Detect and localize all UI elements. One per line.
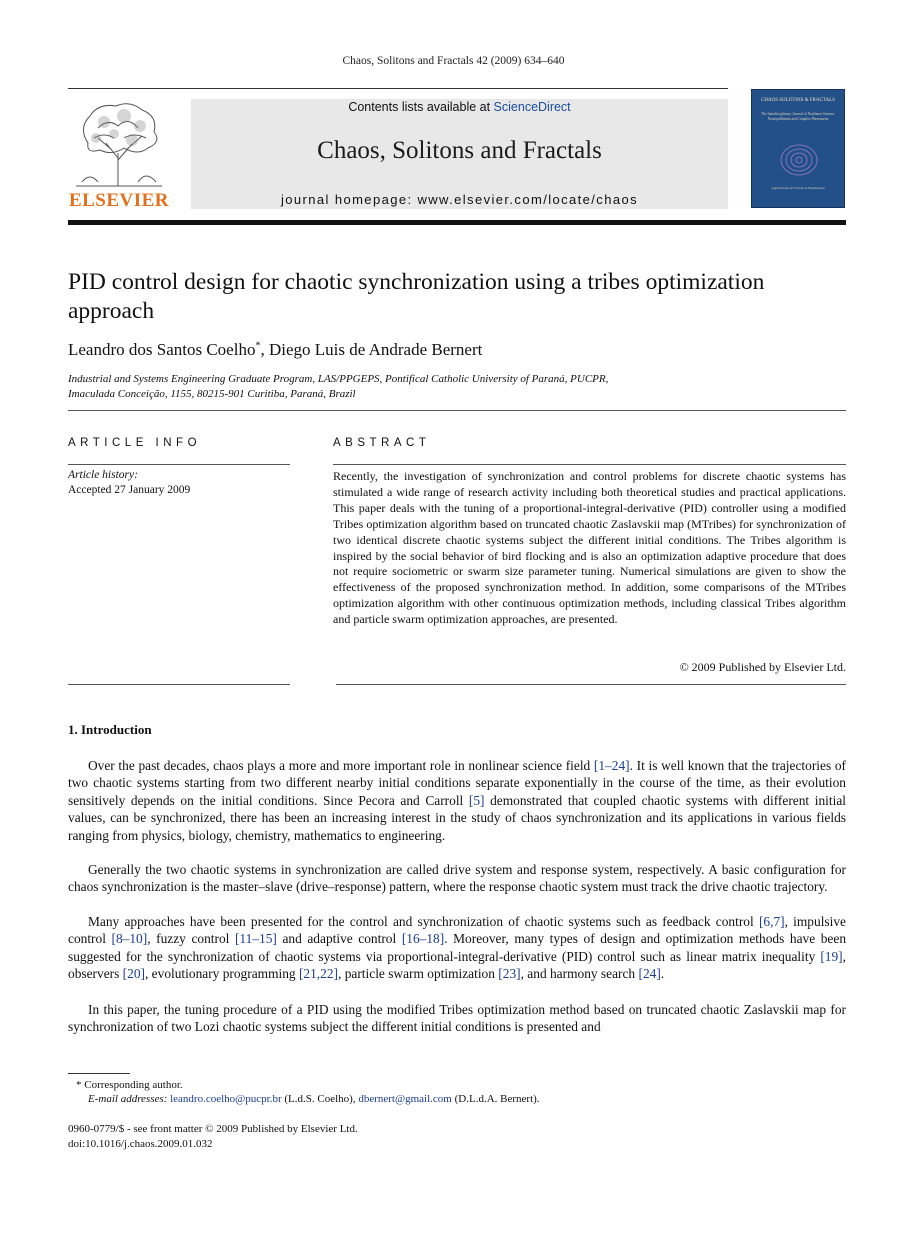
cover-subtitle: The Interdisciplinary Journal of Nonlinear Science, Nonequilibrium and Complex Phenomena xyxy=(761,112,835,121)
cover-title: CHAOS SOLITONS & FRACTALS xyxy=(761,98,835,103)
affiliation-line-1: Industrial and Systems Engineering Graduate Program, LAS/PPGEPS, Pontifical Catholic University of Paraná, PUCPR, xyxy=(68,373,609,385)
intro-paragraph-2: Generally the two chaotic systems in synchronization are called drive system and response system, respectively. A basic configuration for chaos synchronization is the master–slave (drive–response) pattern, where the response chaotic system must track the drive chaotic trajectory. xyxy=(68,862,846,895)
article-info-rule xyxy=(68,464,290,465)
contents-prefix: Contents lists available at xyxy=(348,100,494,114)
p3-text-d: and adaptive control xyxy=(276,931,402,947)
running-head: Chaos, Solitons and Fractals 42 (2009) 634–640 xyxy=(342,55,565,67)
doi-line[interactable]: doi:10.1016/j.chaos.2009.01.032 xyxy=(68,1138,213,1150)
ref-21-22[interactable]: [21,22] xyxy=(298,966,339,982)
journal-cover-image xyxy=(751,89,845,208)
affiliation-line-2: Imaculada Conceição, 1155, 80215-901 Curitiba, Paraná, Brazil xyxy=(68,387,356,400)
accepted-date: Accepted 27 January 2009 xyxy=(68,484,191,496)
corresponding-mark[interactable]: * xyxy=(255,340,261,352)
p3-text-a: Many approaches have been presented for the control and synchronization of chaotic systems such as feedback control xyxy=(88,914,759,929)
email-label: E-mail addresses: xyxy=(88,1093,168,1105)
ref-5[interactable]: [5] xyxy=(468,792,485,808)
article-title: PID control design for chaotic synchronization using a tribes optimization approach xyxy=(68,269,765,324)
corresponding-text: Corresponding author. xyxy=(84,1079,183,1091)
abstract-heading: ABSTRACT xyxy=(333,437,431,449)
journal-homepage[interactable]: journal homepage: www.elsevier.com/locate/chaos xyxy=(280,192,638,207)
p3-text-j: . xyxy=(660,966,665,982)
intro-paragraph-4: In this paper, the tuning procedure of a PID using the modified Tribes optimization method based on truncated chaotic Zaslavskii map for synchronization of two Lozi chaotic systems subject the different initial conditions is presented and xyxy=(68,1002,846,1035)
email-link-1[interactable]: leandro.coelho@pucpr.br xyxy=(170,1093,282,1105)
issn-line: 0960-0779/$ - see front matter © 2009 Published by Elsevier Ltd. xyxy=(68,1123,358,1135)
ref-24[interactable]: [24] xyxy=(638,966,661,982)
sciencedirect-link[interactable]: ScienceDirect xyxy=(493,100,571,114)
ref-8-10[interactable]: [8–10] xyxy=(111,931,148,947)
cover-fractal-icon xyxy=(774,140,824,180)
ref-11-15[interactable]: [11–15] xyxy=(234,931,277,947)
contents-line xyxy=(191,100,728,114)
abstract-rule xyxy=(333,464,846,465)
ref-16-18[interactable]: [16–18] xyxy=(401,931,445,947)
p3-text-h: , particle swarm optimization xyxy=(338,966,499,982)
corresponding-footnote xyxy=(76,1078,183,1093)
abstract-text: Recently, the investigation of synchronization and control problems for discrete chaotic systems has stimulated a wide range of research activity including both theoretical studies and practical applications. This paper deals with the tuning of a proportional-integral-derivative (PID) controller using a modified Tribes optimization algorithm based on truncated chaotic Zaslavskii map (MTribes) for synchronization of two identical discrete chaotic systems subject the different initial conditions. The Tribes algorithm is inspired by the social behavior of bird flocking and is also an optimization adaptive procedure that does not require sociometric or swarm size parameter tuning. Numerical simulations are given to show the effectiveness of the proposed synchronization method. In addition, some comparisons of the MTribes optimization algorithm with other continuous optimization methods, including classical Tribes algorithm and particle swarm optimization approaches, are presented. xyxy=(333,469,846,627)
ref-23[interactable]: [23] xyxy=(498,966,521,982)
footnote-mark: * xyxy=(76,1079,82,1091)
email-owner-1: (L.d.S. Coelho), xyxy=(281,1093,359,1105)
abstract-copyright: © 2009 Published by Elsevier Ltd. xyxy=(679,660,846,674)
p1-text-c: demonstrated that coupled chaotic systems with different initial values, can be synchronized, there has been an increasing interest in the study of chaos synchronization and its applications in various fields ranging from physics, biology, chemistry, mathematics to engineering. xyxy=(68,792,846,843)
article-info-heading: ARTICLE INFO xyxy=(68,437,202,449)
tree-icon xyxy=(68,98,170,188)
p3-text-i: , and harmony search xyxy=(520,966,639,982)
article-history-label: Article history: xyxy=(68,469,138,481)
cover-footer: Applications of Fractals in Engineering xyxy=(771,186,825,190)
email-link-2[interactable]: dbernert@gmail.com xyxy=(358,1093,452,1105)
ref-1-24[interactable]: [1–24] xyxy=(593,758,630,773)
header-top-rule xyxy=(68,88,728,89)
p1-text-a: Over the past decades, chaos plays a more and more important role in nonlinear science field xyxy=(88,758,594,773)
intro-paragraph-1 xyxy=(68,757,846,844)
intro-paragraph-3 xyxy=(68,913,846,983)
abstract-bottom-rule xyxy=(336,684,846,685)
affiliation xyxy=(68,372,848,401)
article-info-bottom-rule xyxy=(68,684,290,685)
publisher-name: ELSEVIER xyxy=(68,190,170,211)
p3-text-b: , impulsive control xyxy=(68,914,846,947)
footnote-rule xyxy=(68,1073,130,1074)
email-footnote xyxy=(88,1092,540,1107)
p3-text-g: , evolutionary programming xyxy=(144,966,299,982)
introduction-heading: 1. Introduction xyxy=(68,722,152,737)
ref-6-7[interactable]: [6,7] xyxy=(758,914,785,929)
ref-20[interactable]: [20] xyxy=(122,966,145,982)
ref-19[interactable]: [19] xyxy=(820,948,843,964)
journal-title: Chaos, Solitons and Fractals xyxy=(317,137,602,164)
author-1: Leandro dos Santos Coelho xyxy=(68,340,256,359)
header-thick-rule xyxy=(68,220,846,225)
p3-text-c: , fuzzy control xyxy=(147,931,235,947)
title-divider xyxy=(68,410,846,411)
p3-text-f: , observers xyxy=(68,948,846,982)
author-list xyxy=(68,340,482,360)
p3-text-e: . Moreover, many types of design and optimization methods have been suggested for the synchronization of chaotic systems via proportional-integral-derivative (PID) control such as linear matrix inequality xyxy=(68,931,847,964)
p1-text-b: . It is well known that the trajectories of two chaotic systems starting from two different nearby initial conditions separate exponentially in the course of the time, as their evolution sensitively depends on the initial conditions. Since Pecora and Carroll xyxy=(68,758,846,808)
author-2: , Diego Luis de Andrade Bernert xyxy=(260,340,483,359)
email-owner-2: (D.L.d.A. Bernert). xyxy=(451,1093,540,1105)
